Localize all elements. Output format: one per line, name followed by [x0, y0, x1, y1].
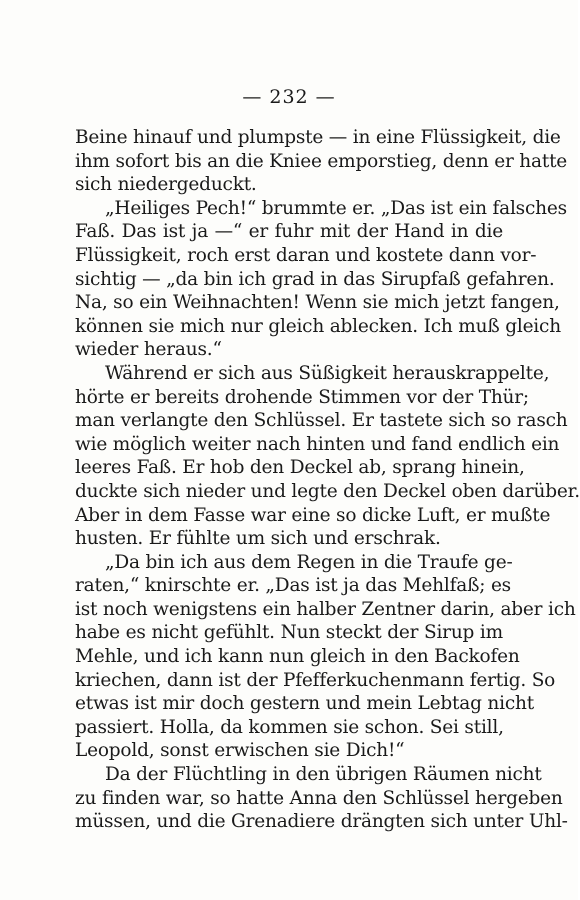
text-line: wie möglich weiter nach hinten und fand endlich ein	[75, 433, 560, 455]
text-line: raten,“ knirschte er. „Das ist ja das Mehlfaß; es	[75, 575, 511, 597]
text-line: Na, so ein Weihnachten! Wenn sie mich jetzt fangen,	[75, 292, 560, 314]
text-line: Leopold, sonst erwischen sie Dich!“	[75, 740, 405, 762]
text-line: etwas ist mir doch gestern und mein Lebtag nicht	[75, 693, 534, 715]
text-line: Während er sich aus Süßigkeit herauskrappelte,	[105, 362, 550, 384]
page-number: — 232 —	[242, 86, 336, 108]
text-line: Mehle, und ich kann nun gleich in den Backofen	[75, 646, 520, 668]
text-line: habe es nicht gefühlt. Nun steckt der Sirup im	[75, 622, 503, 644]
text-line: zu finden war, so hatte Anna den Schlüssel hergeben	[75, 787, 563, 809]
text-line: Beine hinauf und plumpste — in eine Flüssigkeit, die	[75, 127, 561, 148]
text-line: „Heiliges Pech!“ brummte er. „Das ist ein falsches	[105, 197, 567, 219]
text-line: ihm sofort bis an die Kniee emporstieg, denn er hatte	[75, 150, 568, 172]
text-line: kriechen, dann ist der Pfefferkuchenmann fertig. So	[75, 669, 556, 691]
text-line: Aber in dem Fasse war eine so dicke Luft, er mußte	[75, 504, 551, 526]
text-line: sichtig — „da bin ich grad in das Sirupfaß gefahren.	[75, 268, 555, 290]
text-line: Da der Flüchtling in den übrigen Räumen nicht	[105, 764, 542, 786]
text-line: sich niedergeduckt.	[75, 174, 257, 196]
text-line: ist noch wenigstens ein halber Zentner darin, aber ich	[75, 598, 576, 620]
text-line: wieder heraus.“	[75, 339, 222, 361]
text-line: passiert. Holla, da kommen sie schon. Sei still,	[75, 716, 504, 738]
text-line: Flüssigkeit, roch erst daran und kostete dann vor-	[75, 244, 537, 266]
text-line: Faß. Das ist ja —“ er fuhr mit der Hand in die	[75, 221, 503, 243]
text-line: hörte er bereits drohende Stimmen vor der Thür;	[75, 386, 529, 408]
text-line: man verlangte den Schlüssel. Er tastete sich so rasch	[75, 410, 568, 432]
text-line: „Da bin ich aus dem Regen in die Traufe ge-	[105, 551, 513, 573]
text-line: leeres Faß. Er hob den Deckel ab, sprang hinein,	[75, 457, 525, 479]
body-text	[75, 126, 580, 834]
text-line: müssen, und die Grenadiere drängten sich unter Uhl-	[75, 811, 568, 833]
text-line: können sie mich nur gleich ablecken. Ich muß gleich	[75, 315, 561, 337]
text-line: husten. Er fühlte um sich und erschrak.	[75, 528, 441, 550]
text-line: duckte sich nieder und legte den Deckel oben darüber.	[75, 480, 580, 502]
